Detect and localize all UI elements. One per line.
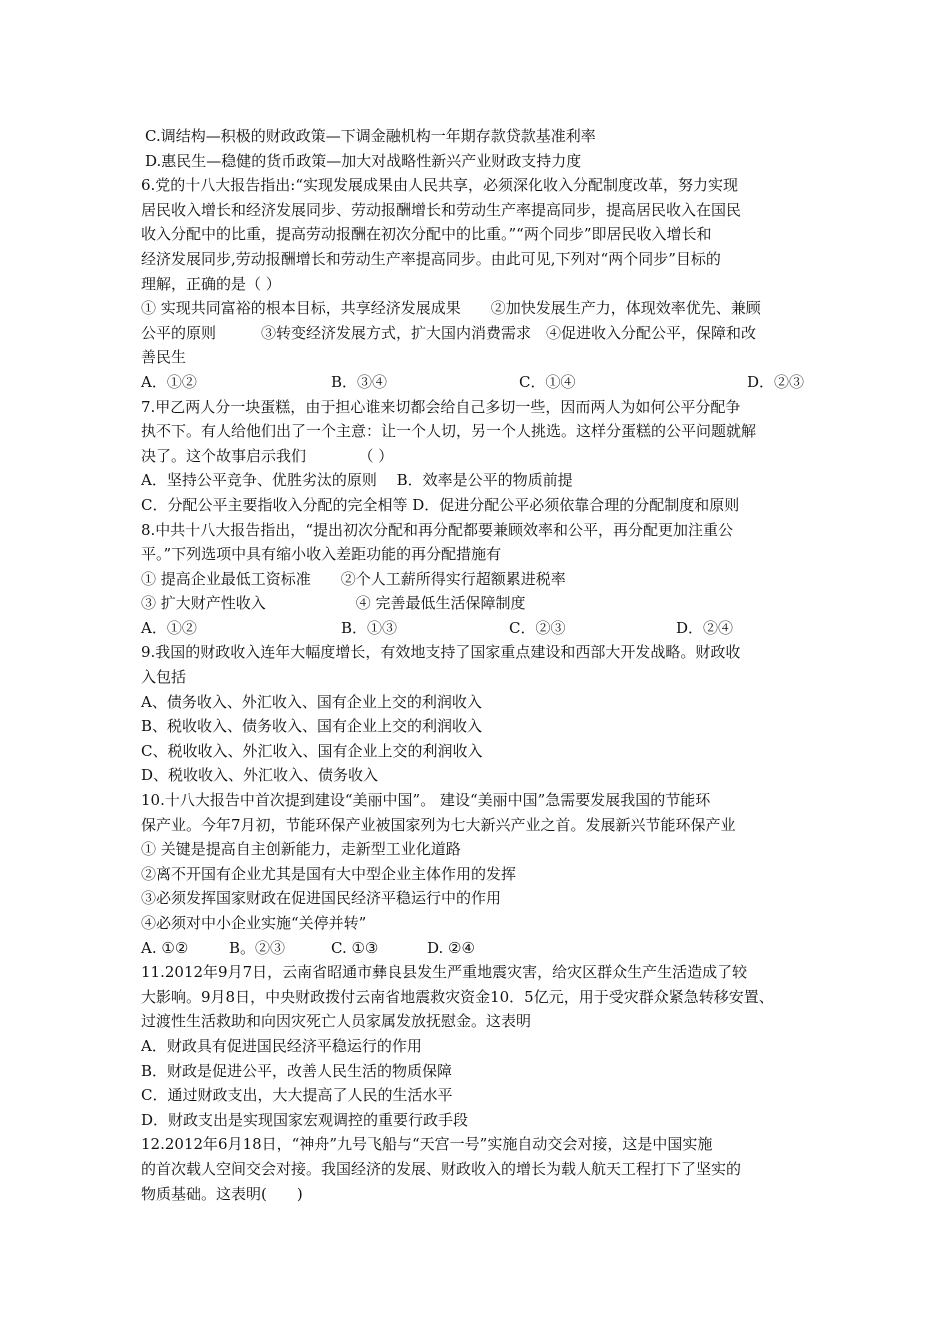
- q5-option-d: D.惠民生—稳健的货币政策—加大对战略性新兴产业财政支持力度: [145, 151, 582, 170]
- q6-option-d: D．②③: [747, 372, 805, 391]
- q12-stem-line: 的首次载人空间交会对接。我国经济的发展、财政收入的增长为载人航天工程打下了坚实的: [141, 1159, 742, 1178]
- q10-statement-line: ②离不开国有企业尤其是国有大中型企业主体作用的发挥: [141, 864, 517, 883]
- q6-stem-line: 6.党的十八大报告指出:“实现发展成果由人民共享，必须深化收入分配制度改革，努力实现: [141, 176, 739, 195]
- q10-statement-line: ① 关键是提高自主创新能力，走新型工业化道路: [141, 840, 461, 859]
- q6-stem-line: 收入分配中的比重，提高劳动报酬在初次分配中的比重。”“两个同步”即居民收入增长和: [141, 225, 712, 244]
- q8-option-b: B．①③: [341, 618, 398, 637]
- q9-stem-line: 入包括: [141, 668, 187, 687]
- q9-option-b: B、税收收入、债务收入、国有企业上交的利润收入: [141, 717, 483, 736]
- q8-stem-line: 8.中共十八大报告指出，“提出初次分配和再分配都要兼顾效率和公平，再分配更加注重公: [141, 520, 733, 539]
- q11-option-a: A．财政具有促进国民经济平稳运行的作用: [141, 1036, 422, 1055]
- q7-stem-line: 执不下。有人给他们出了一个主意：让一个人切，另一个人挑选。这样分蛋糕的公平问题就解: [141, 422, 757, 441]
- q6-stem-line: 理解，正确的是（ ）: [141, 274, 281, 293]
- q10-statement-line: ④必须对中小企业实施“关停并转”: [141, 914, 367, 932]
- q9-option-c: C、税收收入、外汇收入、国有企业上交的利润收入: [141, 741, 483, 760]
- q10-option-d: D. ②④: [427, 938, 475, 957]
- exam-page: [141, 124, 831, 1206]
- q10-stem-line: 10.十八大报告中首次提到建设“美丽中国”。 建设“美丽中国”急需要发展我国的节能环: [141, 791, 711, 810]
- q7-option-line: A．坚持公平竞争、优胜劣汰的原则 B．效率是公平的物质前提: [141, 471, 573, 490]
- q10-options: [141, 936, 831, 961]
- q11-stem-line: 过渡性生活救助和向因灾死亡人员家属发放抚慰金。这表明: [141, 1012, 532, 1031]
- q6-stem-line: 经济发展同步,劳动报酬增长和劳动生产率提高同步。由此可见,下列对“两个同步”目标的: [141, 249, 721, 268]
- q10-stem-line: 保产业。今年7月初，节能环保产业被国家列为七大新兴产业之首。发展新兴节能环保产业: [141, 815, 736, 834]
- q8-option-d: D．②④: [676, 618, 734, 637]
- q11-option-c: C．通过财政支出，大大提高了人民的生活水平: [141, 1086, 453, 1105]
- q12-stem-line: 物质基础。这表明( ): [141, 1184, 303, 1203]
- q8-option-a: A．①②: [141, 618, 197, 637]
- q7-option-line: C．分配公平主要指收入分配的完全相等 D．促进分配公平必须依靠合理的分配制度和原则: [141, 495, 740, 514]
- q6-statement-line: 善民生: [141, 348, 187, 367]
- q6-option-b: B．③④: [331, 372, 388, 391]
- q10-option-a: A. ①②: [141, 938, 189, 957]
- q6-option-c: C．①④: [519, 372, 576, 391]
- q7-stem-line: 决了。这个故事启示我们 （ ）: [141, 446, 394, 465]
- q8-stem-line: 平。”下列选项中具有缩小收入差距功能的再分配措施有: [141, 545, 502, 564]
- q11-option-b: B．财政是促进公平，改善人民生活的物质保障: [141, 1061, 453, 1080]
- q12-stem-line: 12.2012年6月18日，“神舟”九号飞船与“天宫一号”实施自动交会对接，这是中国实施: [141, 1135, 713, 1154]
- q6-statement-line: ① 实现共同富裕的根本目标，共享经济发展成果 ②加快发展生产力，体现效率优先、兼顾: [141, 299, 761, 318]
- q6-options: [141, 370, 831, 395]
- q8-option-c: C．②③: [509, 618, 566, 637]
- q5-option-c: C.调结构—积极的财政政策—下调金融机构一年期存款贷款基准利率: [145, 127, 596, 145]
- q9-stem-line: 9.我国的财政收入连年大幅度增长，有效地支持了国家重点建设和西部大开发战略。财政收: [141, 643, 741, 662]
- q6-stem-line: 居民收入增长和经济发展同步、劳动报酬增长和劳动生产率提高同步，提高居民收入在国民: [141, 200, 742, 219]
- q9-option-a: A、债务收入、外汇收入、国有企业上交的利润收入: [141, 692, 482, 711]
- q11-option-d: D．财政支出是实现国家宏观调控的重要行政手段: [141, 1110, 469, 1129]
- q10-option-b: B。②③: [229, 938, 286, 957]
- q8-options: [141, 616, 831, 641]
- q10-option-c: C. ①③: [331, 938, 379, 957]
- q8-statement-line: ③ 扩大财产性收入 ④ 完善最低生活保障制度: [141, 594, 526, 613]
- q6-option-a: A．①②: [141, 372, 197, 391]
- q6-statement-line: 公平的原则 ③转变经济发展方式，扩大国内消费需求 ④促进收入分配公平，保障和改: [141, 323, 757, 342]
- q10-statement-line: ③必须发挥国家财政在促进国民经济平稳运行中的作用: [141, 889, 502, 908]
- q11-stem-line: 11.2012年9月7日，云南省昭通市彝良县发生严重地震灾害，给灾区群众生产生活造成了较: [141, 963, 748, 982]
- q7-stem-line: 7.甲乙两人分一块蛋糕，由于担心谁来切都会给自己多切一些，因而两人为如何公平分配争: [141, 397, 741, 416]
- q8-statement-line: ① 提高企业最低工资标准 ②个人工薪所得实行超额累进税率: [141, 569, 566, 588]
- q9-option-d: D、税收收入、外汇收入、债务收入: [141, 766, 379, 785]
- q11-stem-line: 大影响。9月8日，中央财政拨付云南省地震救灾资金10．5亿元，用于受灾群众紧急转移安置、: [141, 987, 774, 1006]
